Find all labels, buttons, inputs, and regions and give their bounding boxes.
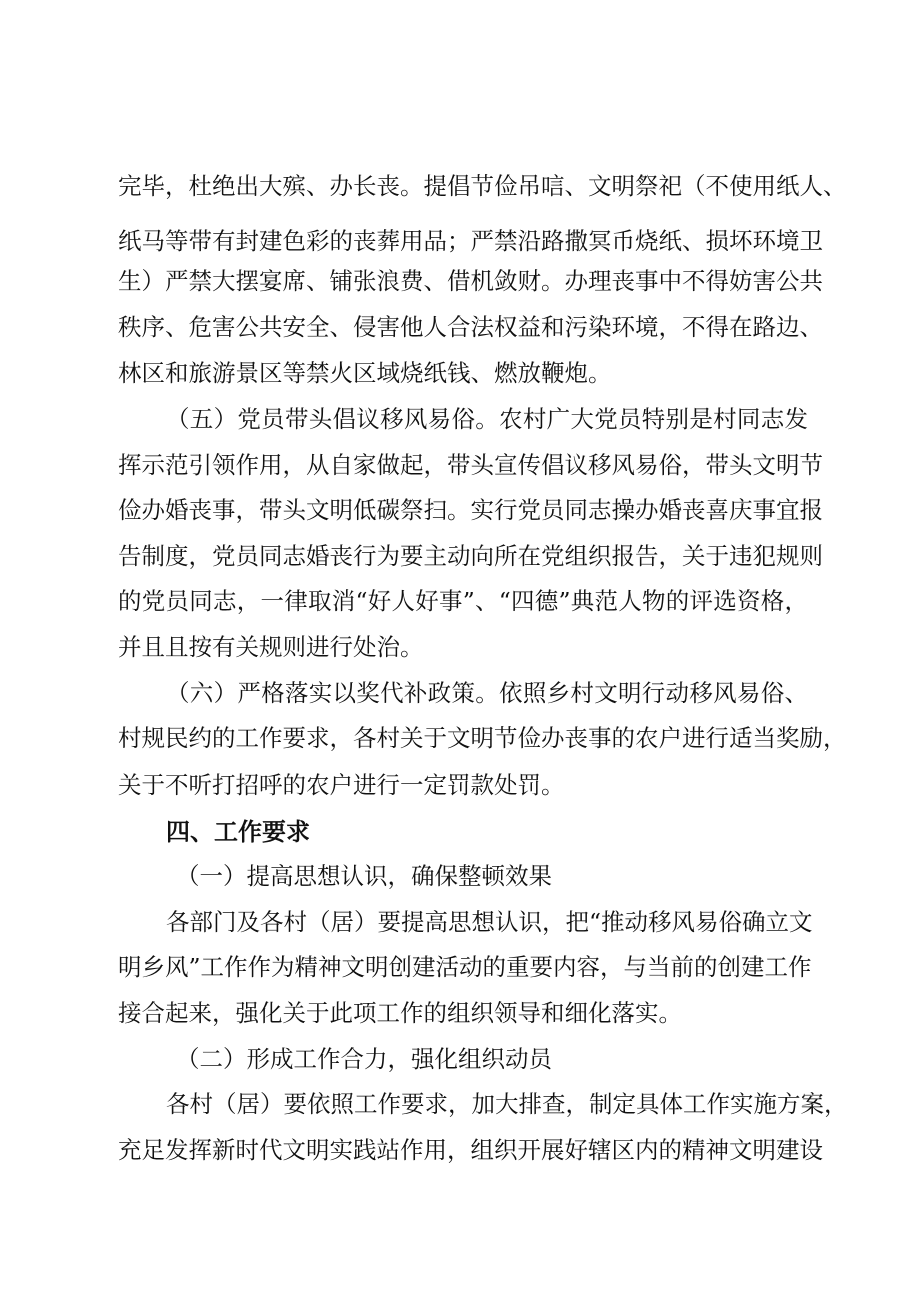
paragraph-line: 村规民约的工作要求，各村关于文明节俭办丧事的农户进行适当奖励， <box>118 724 847 752</box>
paragraph-line: 挥示范引领作用，从自家做起，带头宣传倡议移风易俗，带头文明节 <box>118 451 823 479</box>
paragraph-line: 并且且按有关规则进行处治。 <box>118 633 424 661</box>
paragraph-line: （六）严格落实以奖代补政策。依照乡村文明行动移风易俗、 <box>166 679 808 707</box>
paragraph-line: （五）党员带头倡议移风易俗。农村广大党员特别是村同志发 <box>166 405 808 433</box>
paragraph-line: 秩序、危害公共安全、侵害他人合法权益和污染环境，不得在路边、 <box>118 313 823 341</box>
subsection-title: （二）形成工作合力，强化组织动员 <box>176 1045 552 1073</box>
paragraph-line: 完毕，杜绝出大殡、办长丧。提倡节俭吊唁、文明祭祀（不使用纸人、 <box>118 172 847 200</box>
paragraph-line: 明乡风”工作作为精神文明创建活动的重要内容，与当前的创建工作 <box>118 953 812 981</box>
paragraph-line: 的党员同志，一律取消“好人好事”、“四德”典范人物的评选资格， <box>118 587 808 615</box>
paragraph-line: 纸马等带有封建色彩的丧葬用品；严禁沿路撒冥币烧纸、损坏环境卫 <box>118 227 823 255</box>
paragraph-line: 关于不听打招呼的农户进行一定罚款处罚。 <box>118 771 565 799</box>
paragraph-line: 充足发挥新时代文明实践站作用，组织开展好辖区内的精神文明建设 <box>118 1136 823 1164</box>
paragraph-line: 接合起来，强化关于此项工作的组织领导和细化落实。 <box>118 999 682 1027</box>
paragraph-line: 各村（居）要依照工作要求，加大排查，制定具体工作实施方案， <box>166 1090 848 1118</box>
paragraph-line: 告制度，党员同志婚丧行为要主动向所在党组织报告，关于违犯规则 <box>118 542 823 570</box>
section-heading: 四、工作要求 <box>166 818 310 846</box>
paragraph-line: 各部门及各村（居）要提高思想认识，把“推动移风易俗确立文 <box>166 908 813 936</box>
paragraph-line: 林区和旅游景区等禁火区域烧纸钱、燃放鞭炮。 <box>118 359 612 387</box>
paragraph-line: 俭办婚丧事，带头文明低碳祭扫。实行党员同志操办婚丧喜庆事宜报 <box>118 496 823 524</box>
subsection-title: （一）提高思想认识，确保整顿效果 <box>176 862 552 890</box>
paragraph-line: 生）严禁大摆宴席、铺张浪费、借机敛财。办理丧事中不得妨害公共 <box>118 267 823 295</box>
